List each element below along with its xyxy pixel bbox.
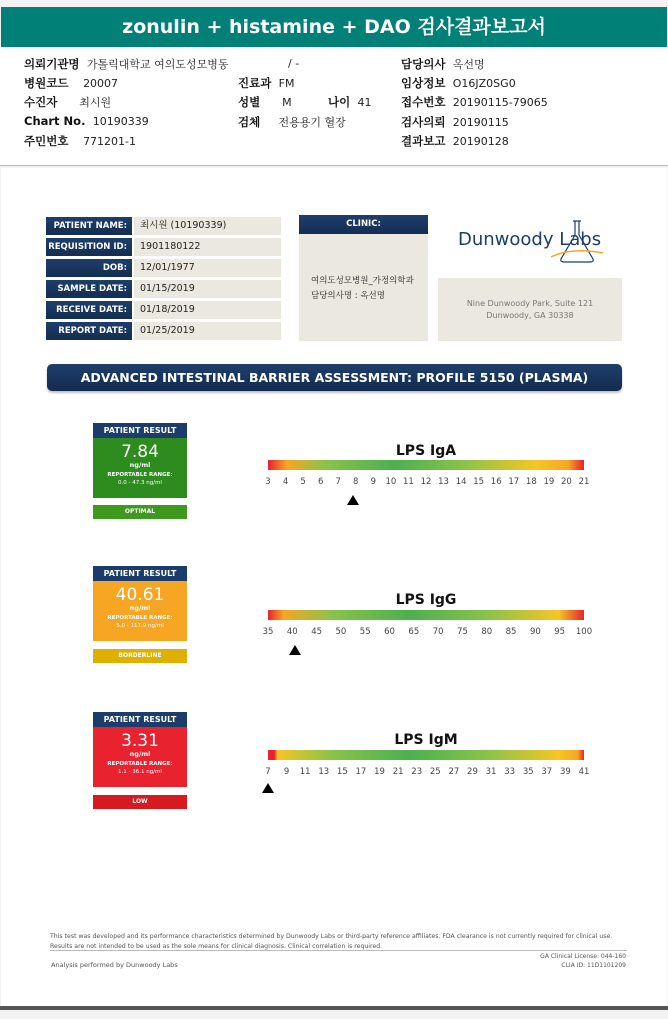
- scale-tick-label: 15: [473, 477, 485, 487]
- scale-tick-label: 11: [403, 477, 414, 487]
- scale-tick-label: 15: [336, 767, 348, 777]
- clinic-heading: CLINIC:: [299, 215, 428, 234]
- info-label: PATIENT NAME:: [46, 217, 132, 235]
- footnote: [50, 932, 630, 952]
- scale-tick-label: 11: [299, 767, 311, 777]
- range-label: REPORTABLE RANGE:: [107, 615, 173, 621]
- header-field-doctor: 담당의사 옥선명: [401, 57, 485, 71]
- info-label: RECEIVE DATE:: [46, 301, 132, 319]
- scale-tick-label: 5: [300, 477, 306, 487]
- scale-tick-label: 70: [432, 627, 444, 637]
- footnote-line-2: Results are not intended to be used as the sole means for clinical diagnosis. Clinical correlation is required.: [50, 943, 383, 950]
- result-value-box: [93, 727, 187, 787]
- scale-tick-label: 19: [374, 767, 385, 777]
- info-label: SAMPLE DATE:: [46, 280, 132, 298]
- scale-bar: [268, 460, 584, 470]
- lab-logo-text: Dunwoody Labs: [458, 229, 602, 250]
- scale-tick-label: 17: [508, 477, 520, 487]
- marker-triangle-icon: [289, 645, 301, 655]
- scale-tick-label: 40: [286, 627, 298, 637]
- scale-tick-label: 55: [359, 627, 371, 637]
- scale-tick-label: 85: [505, 627, 517, 637]
- result-heading: PATIENT RESULT: [93, 712, 187, 727]
- info-value: 01/15/2019: [134, 280, 281, 298]
- scale-tick-label: 6: [317, 477, 324, 487]
- patient-header: [0, 48, 668, 166]
- scale-tick-label: 14: [455, 477, 467, 487]
- result-value: 40.61: [115, 585, 165, 605]
- info-value: 12/01/1977: [134, 259, 281, 277]
- clinic-box: [299, 234, 428, 341]
- flask-icon: [551, 217, 603, 265]
- range-label: REPORTABLE RANGE:: [107, 761, 173, 767]
- scale-bar: [268, 750, 584, 760]
- header-field-request-date: 검사의뢰 20190115: [401, 115, 509, 129]
- scale-tick-label: 65: [408, 627, 420, 637]
- result-value: 7.84: [121, 442, 159, 462]
- status-badge: LOW: [93, 795, 187, 809]
- scale-tick-label: 8: [353, 477, 359, 487]
- header-field-patient: 수진자 최시원: [24, 95, 112, 109]
- header-field-sex: 성별 M: [238, 95, 292, 109]
- clia-line: CLIA ID: 11D1101209: [561, 962, 626, 969]
- scale-tick-label: 31: [485, 767, 497, 777]
- scale-tick-label: 41: [578, 767, 590, 777]
- scale-tick-label: 37: [541, 767, 553, 777]
- scale-tick-label: 29: [467, 767, 478, 777]
- clinic-name: 여의도성모병원_가정의학과: [311, 276, 414, 286]
- scale-tick-label: 7: [265, 767, 271, 777]
- scale-tick-label: 50: [335, 627, 347, 637]
- scale-tick-label: 18: [525, 477, 537, 487]
- scale-tick-label: 35: [262, 627, 274, 637]
- result-value: 3.31: [121, 731, 159, 751]
- license-line: GA Clinical License: 044-160: [540, 953, 626, 960]
- scale-tick-label: 25: [429, 767, 441, 777]
- scale-bar: [268, 610, 584, 620]
- result-heading: PATIENT RESULT: [93, 566, 187, 581]
- scale-tick-label: 27: [448, 767, 460, 777]
- scale-tick-label: 20: [561, 477, 572, 487]
- header-field-institution: 의뢰기관명 가톨릭대학교 여의도성모병동: [24, 57, 229, 71]
- scale-tick-label: 10: [385, 477, 397, 487]
- info-label: REQUISITION ID:: [46, 238, 132, 256]
- header-field-resident-no: 주민번호 771201-1: [24, 134, 137, 148]
- scale-tick-label: 13: [318, 767, 330, 777]
- header-field-ward: / -: [288, 57, 300, 70]
- header-field-clinical-info: 임상정보 O16JZ0SG0: [401, 76, 516, 90]
- range-label: REPORTABLE RANGE:: [107, 472, 173, 478]
- address-line-1: Nine Dunwoody Park, Suite 121: [466, 299, 594, 308]
- info-label: REPORT DATE:: [46, 322, 132, 340]
- scale-tick-label: 21: [392, 767, 404, 777]
- header-field-department: 진료과 FM: [238, 76, 295, 90]
- report-title: zonulin + histamine + DAO 검사결과보고서: [1, 7, 667, 47]
- marker-triangle-icon: [347, 495, 359, 505]
- result-unit: ng/ml: [129, 750, 151, 758]
- section-title: ADVANCED INTESTINAL BARRIER ASSESSMENT: PROFILE 5150 (PLASMA): [47, 364, 622, 391]
- status-badge: OPTIMAL: [93, 505, 187, 519]
- scale-tick-label: 7: [335, 477, 341, 487]
- test-name: LPS IgM: [394, 732, 458, 748]
- header-field-specimen: 검체 전용용기 혈장: [238, 115, 346, 129]
- scale-tick-label: 45: [311, 627, 323, 637]
- info-value: 01/25/2019: [134, 322, 281, 340]
- scale-tick-label: 17: [355, 767, 367, 777]
- scale-tick-label: 90: [529, 627, 541, 637]
- scale-tick-label: 35: [522, 767, 534, 777]
- result-unit: ng/ml: [129, 604, 151, 612]
- performed-by: Analysis performed by Dunwoody Labs: [51, 961, 178, 969]
- result-value-box: [93, 438, 187, 498]
- scale-tick-label: 9: [370, 477, 377, 487]
- marker-triangle-icon: [262, 783, 274, 793]
- scale-tick-label: 23: [411, 767, 423, 777]
- scale-tick-label: 19: [543, 477, 555, 487]
- header-field-report-date: 결과보고 20190128: [401, 134, 509, 148]
- license-info: [540, 952, 626, 970]
- scale-tick-label: 100: [575, 627, 593, 637]
- header-field-age: 나이 41: [328, 95, 372, 109]
- test-name: LPS IgA: [395, 443, 457, 459]
- scale-tick-label: 21: [578, 477, 590, 487]
- scale-tick-label: 75: [457, 627, 468, 637]
- scale-tick-label: 13: [438, 477, 449, 487]
- scale-tick-label: 95: [554, 627, 566, 637]
- scale-tick-label: 3: [265, 477, 271, 487]
- footer-divider: [50, 950, 627, 951]
- result-unit: ng/ml: [129, 461, 151, 469]
- clinic-doctor: 담당의사명 : 옥선명: [311, 291, 385, 301]
- result-value-box: [93, 581, 187, 641]
- address-line-2: Dunwoody, GA 30338: [486, 311, 574, 320]
- info-label: DOB:: [46, 259, 132, 277]
- scale-tick-label: 16: [490, 477, 502, 487]
- lab-logo: [448, 213, 604, 269]
- info-value: 최시원 (10190339): [134, 217, 281, 235]
- header-field-receipt-no: 접수번호 20190115-79065: [401, 95, 548, 109]
- scale-tick-label: 9: [283, 767, 290, 777]
- range-value: 0.0 - 47.3 ng/ml: [118, 480, 162, 486]
- lab-address: [438, 278, 622, 341]
- info-value: 01/18/2019: [134, 301, 281, 319]
- status-badge: BORDERLINE: [93, 649, 187, 663]
- scale-tick-label: 80: [481, 627, 493, 637]
- scale-tick-label: 39: [559, 767, 571, 777]
- footnote-line-1: This test was developed and its performance characteristics determined by Dunwoody Labs or third-party reference affiliates. FDA clearance is not currently required for clinical use.: [50, 933, 613, 940]
- bottom-border: [0, 1006, 668, 1010]
- range-value: 1.1 - 36.1 ng/ml: [118, 769, 162, 775]
- range-value: 5.0 - 117.9 ng/ml: [116, 623, 164, 629]
- header-field-hospital-code: 병원코드 20007: [24, 76, 119, 90]
- scale-tick-label: 60: [384, 627, 395, 637]
- scale-tick-label: 12: [420, 477, 432, 487]
- info-value: 1901180122: [134, 238, 281, 256]
- header-field-chart-no: Chart No. 10190339: [24, 114, 149, 128]
- result-heading: PATIENT RESULT: [93, 423, 187, 438]
- scale-tick-label: 33: [504, 767, 516, 777]
- scale-tick-label: 4: [282, 477, 289, 487]
- test-name: LPS IgG: [395, 592, 457, 608]
